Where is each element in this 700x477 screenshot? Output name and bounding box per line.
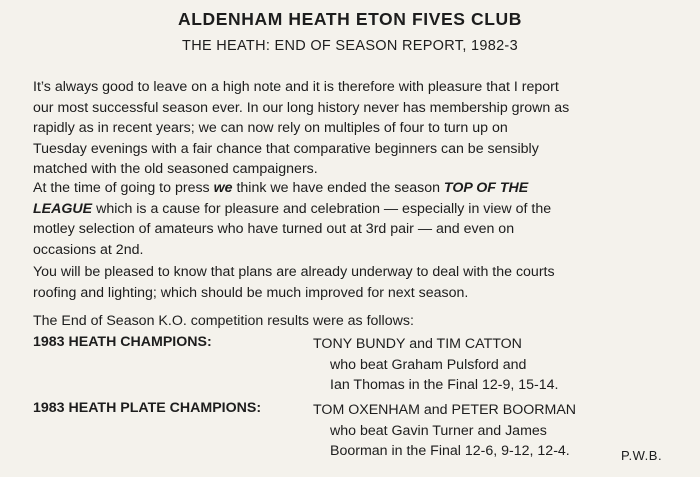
result-line: Ian Thomas in the Final 12-9, 15-14. [330, 377, 559, 393]
text-run: think we have ended the season [232, 180, 444, 196]
emphasis-text: LEAGUE [33, 200, 93, 217]
paragraph-line: motley selection of amateurs who have turned out at 3rd pair — and even on [33, 221, 515, 237]
paragraph-line [33, 199, 673, 220]
paragraph-line: occasions at 2nd. [33, 241, 144, 258]
paragraph-line: roofing and lighting; which should be much improved for next season. [33, 284, 469, 301]
paragraph-line: matched with the old seasoned campaigners. [33, 161, 318, 177]
champions-details [313, 334, 558, 396]
paragraph-line [33, 178, 673, 199]
result-line: TOM OXENHAM and PETER BOORMAN [313, 402, 577, 418]
report-subtitle: THE HEATH: END OF SEASON REPORT, 1982-3 [182, 38, 518, 54]
result-line: who beat Graham Pulsford and [330, 356, 527, 373]
result-line: who beat Gavin Turner and James [330, 422, 547, 439]
plate-champions-details [313, 400, 576, 462]
paragraph-line: The End of Season K.O. competition results were as follows: [33, 313, 414, 329]
result-line: TONY BUNDY and TIM CATTON [313, 336, 522, 352]
paragraph-line: rapidly as in recent years; we can now rely on multiples of four to turn up on [33, 120, 508, 136]
plate-champions-label: 1983 HEATH PLATE CHAMPIONS: [33, 400, 262, 416]
champions-label: 1983 HEATH CHAMPIONS: [33, 334, 212, 350]
paragraph-league [33, 178, 673, 260]
paragraph-results-intro [33, 311, 673, 332]
author-initials: P.W.B. [621, 448, 663, 463]
result-line: Boorman in the Final 12-6, 9-12, 12-4. [330, 443, 570, 459]
text-run: At the time of going to press [33, 180, 214, 196]
emphasis-text: we [213, 180, 233, 196]
paragraph-line: our most successful season ever. In our long history never has membership grown as [33, 99, 570, 116]
club-title: ALDENHAM HEATH ETON FIVES CLUB [177, 9, 523, 29]
paragraph-intro [33, 77, 673, 180]
paragraph-facilities [33, 262, 673, 303]
text-run: which is a cause for pleasure and celebration — especially in view of the [92, 200, 552, 217]
emphasis-text: TOP OF THE [443, 180, 529, 196]
paragraph-line: It’s always good to leave on a high note and it is therefore with pleasure that I report [33, 79, 559, 95]
paragraph-line: Tuesday evenings with a fair chance that comparative beginners can be sensibly [33, 140, 539, 157]
paragraph-line: You will be pleased to know that plans are already underway to deal with the courts [33, 264, 555, 280]
